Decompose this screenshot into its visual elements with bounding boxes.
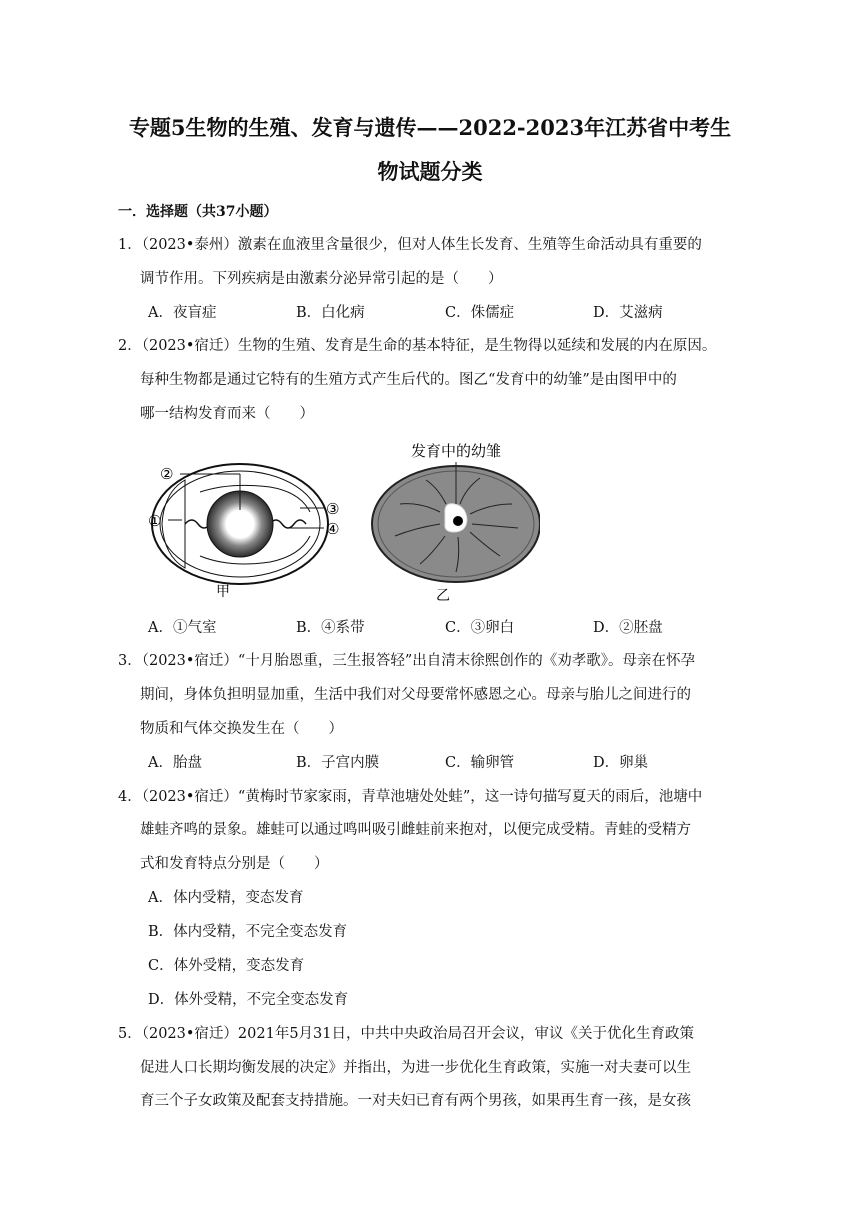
egg-diagram-yi [372, 462, 540, 582]
q1-option-c: C．侏儒症 [445, 305, 515, 321]
q4-option-a: A．体内受精，变态发育 [148, 890, 304, 906]
marker-4: ④ [326, 520, 340, 538]
q4-option-c: C．体外受精，变态发育 [148, 958, 305, 974]
doc-title-line1: 专题5生物的生殖、发育与遗传——2022-2023年江苏省中考生 [128, 115, 732, 140]
q5-line2: 促进人口长期均衡发展的决定》并指出，为进一步优化生育政策，实施一对夫妻可以生 [140, 1060, 691, 1076]
doc-title-line2: 物试题分类 [377, 159, 483, 184]
q3-option-a: A．胎盘 [148, 755, 202, 771]
q2-option-d: D．②胚盘 [593, 620, 663, 636]
marker-3: ③ [326, 500, 340, 518]
q3-option-d: D．卵巢 [593, 755, 649, 771]
q4-line2: 雄蛙齐鸣的景象。雄蛙可以通过鸣叫吸引雌蛙前来抱对，以便完成受精。青蛙的受精方 [140, 822, 691, 838]
q2-line2: 每种生物都是通过它特有的生殖方式产生后代的。图乙“发育中的幼雏”是由图甲中的 [140, 372, 677, 388]
q1-option-d: D．艾滋病 [593, 305, 663, 321]
q2-option-c: C．③卵白 [445, 620, 515, 636]
q4-line1: 4．（2023•宿迁）“黄梅时节家家雨，青草池塘处处蛙”，这一诗句描写夏天的雨后，池塘中 [118, 789, 703, 805]
q1-line1: 1．（2023•泰州）激素在血液里含量很少，但对人体生长发育、生殖等生命活动具有重要的 [118, 237, 702, 253]
q4-option-b: B．体内受精，不完全变态发育 [148, 924, 348, 940]
q5-line1: 5．（2023•宿迁）2021年5月31日，中共中央政治局召开会议，审议《关于优化生育政策 [118, 1026, 695, 1042]
chick-caption: 发育中的幼雏 [410, 442, 502, 460]
egg-diagram-jia [152, 464, 328, 584]
q2-option-a: A．①气室 [148, 620, 217, 636]
section-heading: 一．选择题（共37小题） [118, 204, 278, 220]
q1-line2: 调节作用。下列疾病是由激素分泌异常引起的是（ ） [140, 271, 503, 287]
q2-line3: 哪一结构发育而来（ ） [140, 406, 314, 422]
marker-1: ① [148, 512, 162, 530]
egg-figure [140, 432, 540, 612]
q3-option-c: C．输卵管 [445, 755, 515, 771]
q3-line1: 3．（2023•宿迁）“十月胎恩重，三生报答轻”出自清末徐熙创作的《劝孝歌》。母亲在怀孕 [118, 653, 696, 669]
q3-line3: 物质和气体交换发生在（ ） [140, 721, 343, 737]
q5-line3: 育三个子女政策及配套支持措施。一对夫妇已育有两个男孩，如果再生育一孩，是女孩 [140, 1093, 691, 1109]
q2-option-b: B．④系带 [296, 620, 365, 636]
q1-option-b: B．白化病 [296, 305, 365, 321]
q1-option-a: A．夜盲症 [148, 305, 217, 321]
q3-line2: 期间，身体负担明显加重，生活中我们对父母要常怀感恩之心。母亲与胎儿之间进行的 [140, 687, 691, 703]
q4-option-d: D．体外受精，不完全变态发育 [148, 992, 349, 1008]
figure-label-jia: 甲 [216, 584, 230, 600]
q2-line1: 2．（2023•宿迁）生物的生殖、发育是生命的基本特征，是生物得以延续和发展的内在原因。 [118, 338, 717, 354]
q3-option-b: B．子宫内膜 [296, 755, 380, 771]
figure-label-yi: 乙 [436, 588, 450, 604]
q4-line3: 式和发育特点分别是（ ） [140, 856, 329, 872]
marker-2: ② [160, 465, 174, 483]
